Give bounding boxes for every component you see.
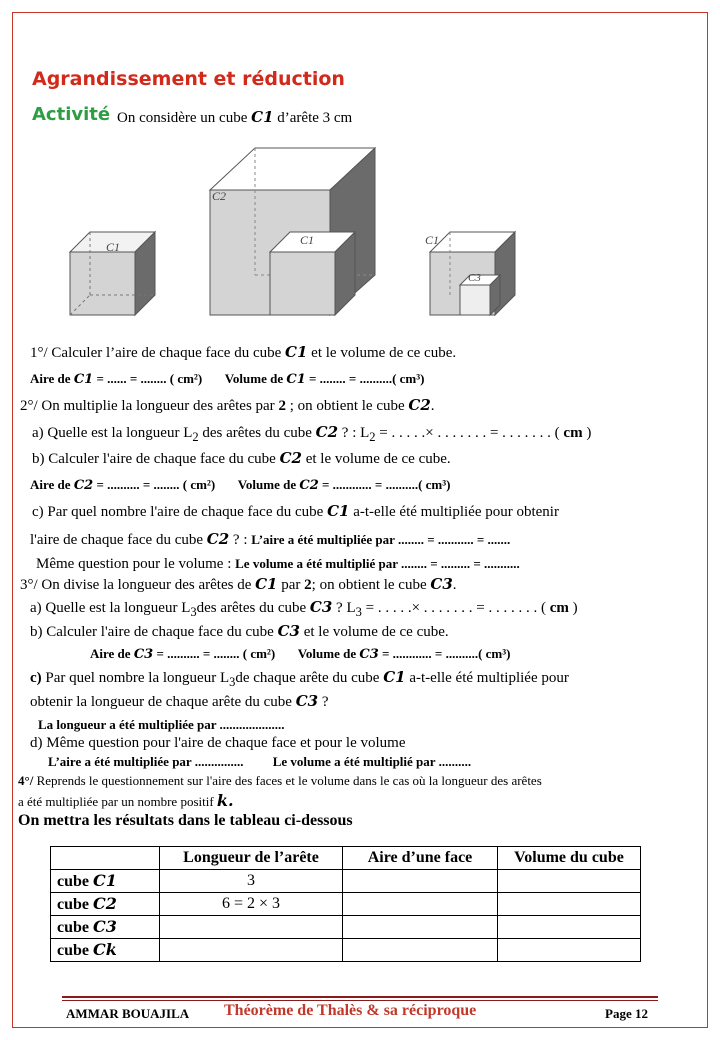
q4-text: 4°/ Reprends le questionnement sur l'aire des faces et le volume dans le cas où la longueur des arêtes bbox=[18, 773, 542, 788]
table-row bbox=[51, 893, 641, 916]
q2b-answers: Aire de C2 = .......... = ........ ( cm²) Volume de C2 = ............ = ..........( cm³) bbox=[30, 477, 451, 493]
footer-divider-thin bbox=[62, 1000, 658, 1001]
page-title: Agrandissement et réduction bbox=[32, 68, 345, 90]
footer-author: AMMAR BOUAJILA bbox=[66, 1006, 190, 1021]
cell-volume bbox=[498, 916, 641, 939]
activite-label: Activité bbox=[32, 104, 111, 125]
cell-longueur bbox=[160, 939, 343, 962]
cell-volume bbox=[498, 939, 641, 962]
q2a-text: a) Quelle est la longueur $L_2$ des arêtes du cube C2 ? : $L_2$ = . . . . .× . . . . . . . = . . . . . . . ( cm ) bbox=[32, 423, 592, 444]
q4-text-2: a été multipliée par un nombre positif k. bbox=[18, 791, 234, 810]
cube-c1-c3-drawing bbox=[425, 232, 515, 315]
q2-text: 2°/ On multiplie la longueur des arêtes par 2 ; on obtient le cube C2. bbox=[20, 396, 435, 414]
cell-volume bbox=[498, 870, 641, 893]
q3d-answers: L’aire a été multipliée par ............... Le volume a été multiplié par .......... bbox=[48, 754, 472, 769]
figure-label-c3: C3 bbox=[468, 272, 481, 284]
figure-label-c1-right: C1 bbox=[425, 233, 440, 247]
table-header-cell: Longueur de l’arête bbox=[160, 847, 343, 870]
cell-aire bbox=[343, 893, 498, 916]
cell-volume bbox=[498, 893, 641, 916]
q3c-text: c) Par quel nombre la longueur $L_3de$ chaque arête du cube C1 a-t-elle été multipliée pour bbox=[30, 668, 569, 689]
q2c-answer: l'aire de chaque face du cube C2 ? : L’aire a été multipliée par ........ = ........... = ....... bbox=[30, 530, 511, 548]
footer-page: Page 12 bbox=[605, 1006, 648, 1021]
q2-volume: Même question pour le volume : Le volume a été multiplié par ........ = ......... = ........... bbox=[36, 556, 520, 572]
q3b-answers: Aire de C3 = .......... = ........ ( cm²) Volume de C3 = ............ = ..........( cm³) bbox=[90, 646, 511, 662]
footer-divider bbox=[62, 996, 658, 998]
cell-longueur: 6 = 2 × 3 bbox=[160, 893, 343, 916]
q3b-text: b) Calculer l'aire de chaque face du cube C3 et le volume de ce cube. bbox=[30, 622, 449, 640]
cell-longueur bbox=[160, 916, 343, 939]
q3c-answer: La longueur a été multipliée par .................... bbox=[38, 717, 285, 732]
figure-label-c1: C1 bbox=[106, 240, 121, 254]
q2b-text: b) Calculer l'aire de chaque face du cube C2 et le volume de ce cube. bbox=[32, 449, 451, 467]
row-label: cube C2 bbox=[51, 893, 160, 916]
footer-chapter: Théorème de Thalès & sa réciproque bbox=[224, 1002, 477, 1019]
q3-text: 3°/ On divise la longueur des arêtes de C1 par 2; on obtient le cube C3. bbox=[20, 575, 457, 593]
activite-intro: On considère un cube C1 d’arête 3 cm bbox=[117, 108, 353, 126]
row-label: cube C3 bbox=[51, 916, 160, 939]
table-header-cell: Aire d’une face bbox=[343, 847, 498, 870]
cell-aire bbox=[343, 939, 498, 962]
table-row bbox=[51, 916, 641, 939]
q1-answers: Aire de C1 = ...... = ........ ( cm²) Volume de C1 = ........ = ..........( cm³) bbox=[30, 371, 425, 387]
cell-aire bbox=[343, 870, 498, 893]
cubes-figure bbox=[60, 140, 520, 322]
results-table bbox=[50, 846, 641, 962]
cube-c1-drawing bbox=[70, 232, 155, 315]
cube-c2-drawing bbox=[210, 148, 375, 315]
q2c-text: c) Par quel nombre l'aire de chaque face du cube C1 a-t-elle été multipliée pour obtenir bbox=[32, 502, 559, 520]
figure-label-c1-inner: C1 bbox=[300, 233, 315, 247]
table-header-row bbox=[51, 847, 641, 870]
q3d-text: d) Même question pour l'aire de chaque face et pour le volume bbox=[30, 735, 406, 751]
cell-aire bbox=[343, 916, 498, 939]
table-row bbox=[51, 870, 641, 893]
table-intro: On mettra les résultats dans le tableau ci-dessous bbox=[18, 812, 353, 829]
table-header-cell: Volume du cube bbox=[498, 847, 641, 870]
row-label: cube Ck bbox=[51, 939, 160, 962]
row-label: cube C1 bbox=[51, 870, 160, 893]
table-row bbox=[51, 939, 641, 962]
q1-text: 1°/ Calculer l’aire de chaque face du cube C1 et le volume de ce cube. bbox=[30, 343, 457, 361]
table-header-cell bbox=[51, 847, 160, 870]
figure-label-c2: C2 bbox=[212, 189, 227, 203]
q3c-text-2: obtenir la longueur de chaque arête du cube C3 ? bbox=[30, 692, 329, 710]
cell-longueur: 3 bbox=[160, 870, 343, 893]
q3a-text: a) Quelle est la longueur $L_3des$ arêtes du cube C3 ? $L_3$ = . . . . .× . . . . . . . = . . . . . . . ( cm ) bbox=[30, 598, 578, 619]
